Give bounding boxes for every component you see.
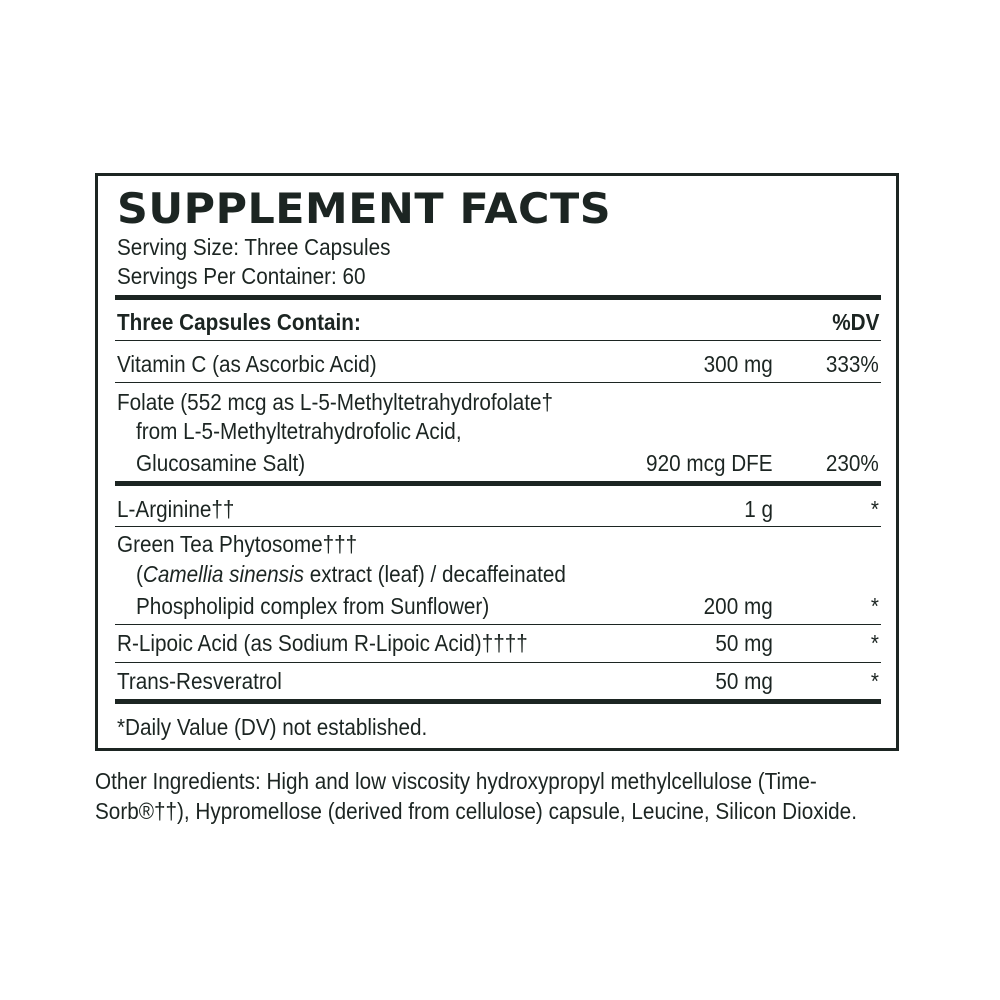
header-dv: %DV	[831, 309, 879, 335]
header-label: Three Capsules Contain:	[117, 309, 361, 335]
rule-row-4	[115, 624, 881, 625]
other-ingredients	[95, 766, 857, 826]
thick-rule-bottom	[115, 699, 881, 704]
row-folate-line-1: Folate (552 mcg as L-5-Methyltetrahydrofolate†	[117, 389, 554, 415]
rule-row-3	[115, 526, 881, 527]
row-vitamin-c-name: Vitamin C (as Ascorbic Acid)	[117, 351, 377, 377]
row-vitamin-c-dv: 333%	[826, 351, 879, 377]
row-green-tea-line-3: Phospholipid complex from Sunflower)	[136, 593, 490, 619]
row-l-arginine-name: L-Arginine††	[117, 496, 235, 522]
row-green-tea-species: Camellia sinensis	[142, 561, 304, 587]
row-green-tea-amount: 200 mg	[703, 593, 773, 619]
row-trans-resveratrol-amount: 50 mg	[715, 668, 773, 694]
row-green-tea-dv: *	[870, 593, 879, 619]
rule-header	[115, 340, 881, 341]
row-l-arginine-dv: *	[870, 496, 879, 522]
supplement-facts-panel	[95, 173, 899, 751]
other-ingredients-line-2: Sorb®††), Hypromellose (derived from cellulose) capsule, Leucine, Silicon Dioxide.	[95, 798, 857, 824]
thick-rule-middle	[115, 481, 881, 486]
row-folate-line-3: Glucosamine Salt)	[136, 450, 306, 476]
serving-size: Serving Size: Three Capsules	[117, 234, 391, 260]
rule-row-5	[115, 662, 881, 663]
footnote: *Daily Value (DV) not established.	[117, 714, 428, 740]
row-folate-dv: 230%	[826, 450, 879, 476]
row-green-tea-line-2	[136, 560, 566, 588]
rule-row-1	[115, 382, 881, 383]
row-trans-resveratrol-dv: *	[870, 668, 879, 694]
facts-title: SUPPLEMENT FACTS	[117, 184, 612, 233]
row-l-arginine-amount: 1 g	[744, 496, 773, 522]
row-green-tea-line-1: Green Tea Phytosome†††	[117, 531, 358, 557]
row-r-lipoic-amount: 50 mg	[715, 630, 773, 656]
other-ingredients-line-1: Other Ingredients: High and low viscosity hydroxypropyl methylcellulose (Time-	[95, 768, 817, 794]
row-green-tea-paren: (	[136, 561, 143, 587]
servings-per-container: Servings Per Container: 60	[117, 263, 366, 289]
row-folate-line-2: from L-5-Methyltetrahydrofolic Acid,	[136, 418, 462, 444]
row-vitamin-c-amount: 300 mg	[703, 351, 773, 377]
row-trans-resveratrol-name: Trans-Resveratrol	[117, 668, 282, 694]
row-folate-amount: 920 mcg DFE	[646, 450, 773, 476]
row-r-lipoic-name: R-Lipoic Acid (as Sodium R-Lipoic Acid)††††	[117, 630, 528, 656]
row-green-tea-extract: extract (leaf) / decaffeinated	[303, 561, 566, 587]
thick-rule-top	[115, 295, 881, 300]
row-r-lipoic-dv: *	[870, 630, 879, 656]
